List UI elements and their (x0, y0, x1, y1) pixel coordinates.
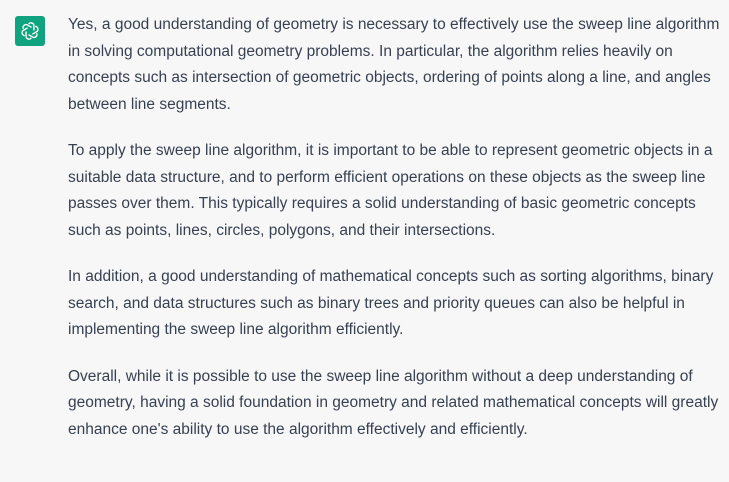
message-content (68, 12, 723, 443)
message-paragraph-4: Overall, while it is possible to use the sweep line algorithm without a deep understanding of geometry, having a solid foundation in geometry and related mathematical concepts will greatly enhance one's ability to use the algorithm effectively and efficiently. (68, 367, 719, 438)
openai-logo-icon (19, 20, 41, 42)
message-paragraph-3: In addition, a good understanding of mathematical concepts such as sorting algorithms, binary search, and data structures such as binary trees and priority queues can also be helpful in implementing the sweep line algorithm efficiently. (68, 268, 714, 338)
message-paragraph-1: Yes, a good understanding of geometry is necessary to effectively use the sweep line algorithm in solving computational geometry problems. In particular, the algorithm relies heavily on concepts such as intersection of geometric objects, ordering of points along a line, and angles between line segments. (68, 16, 720, 113)
assistant-avatar (15, 16, 45, 46)
message-paragraph-2: To apply the sweep line algorithm, it is important to be able to represent geometric objects in a suitable data structure, and to perform efficient operations on these objects as the sweep line passes over them. This typically requires a solid understanding of basic geometric concepts such as points, lines, circles, polygons, and their intersections. (68, 142, 713, 239)
